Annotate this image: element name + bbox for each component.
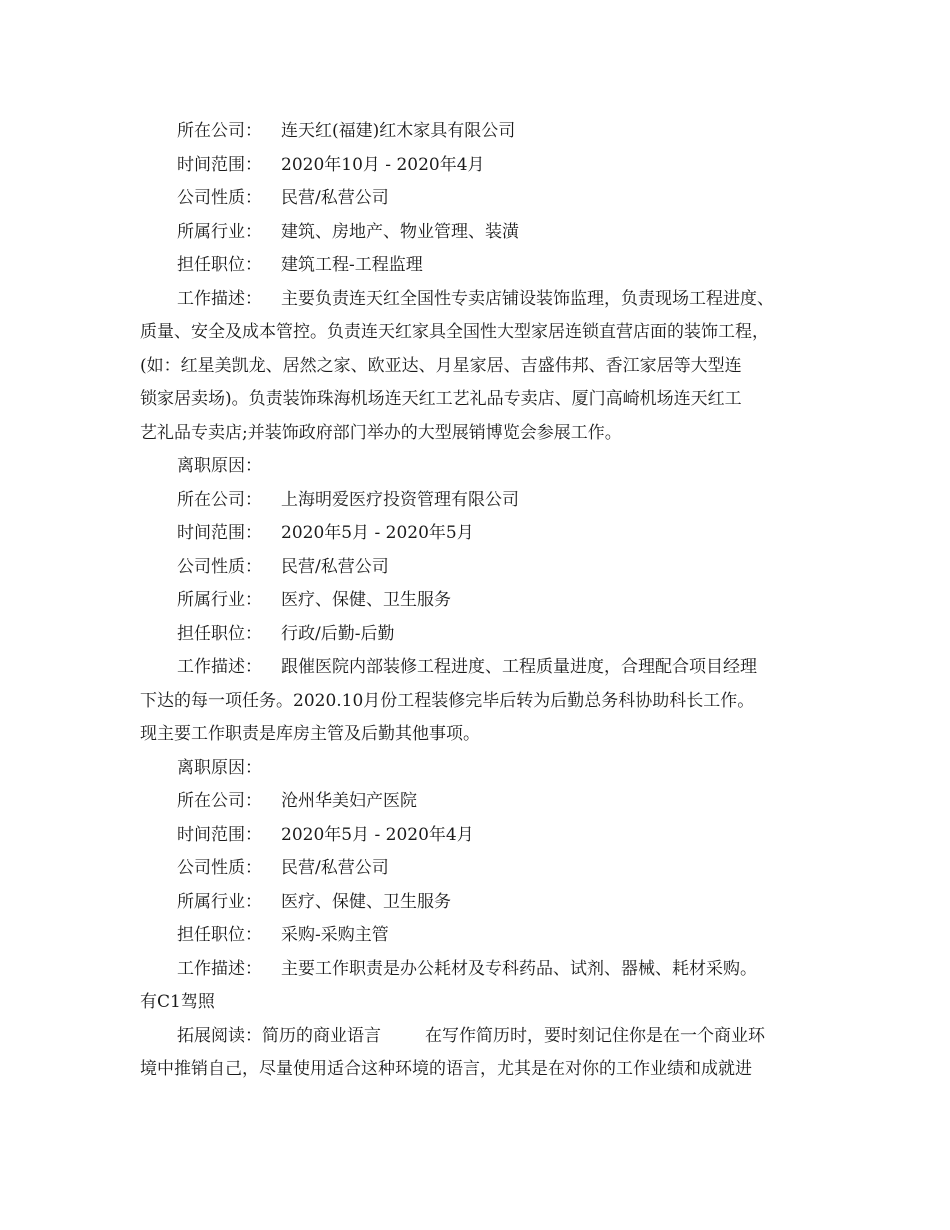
- extended-reading-line: 境中推销自己，尽量使用适合这种环境的语言，尤其是在对你的工作业绩和成就进: [140, 1059, 752, 1079]
- nature-row: [140, 182, 830, 216]
- field-label: 离职原因：: [177, 456, 262, 476]
- company-name: 连天红(福建)红木家具有限公司: [281, 121, 516, 141]
- company-nature: 民营/私营公司: [281, 556, 389, 577]
- industry: 医疗、保健、卫生服务: [281, 590, 451, 610]
- position-row: [140, 249, 830, 283]
- description-line: 下达的每一项任务。2020.10月份工程装修完毕后转为后勤总务科协助科长工作。: [140, 690, 755, 711]
- field-label: 公司性质：: [177, 188, 262, 208]
- description-row: [140, 953, 830, 987]
- time-period: 2020年5月 - 2020年4月: [281, 824, 474, 845]
- nature-row: [140, 852, 830, 886]
- description-line: 现主要工作职责是库房主管及后勤其他事项。: [140, 724, 480, 744]
- job-position: 采购-采购主管: [281, 925, 389, 945]
- field-label: 所属行业：: [177, 891, 262, 912]
- period-row: [140, 517, 830, 551]
- company-name: 上海明爱医疗投资管理有限公司: [281, 489, 519, 510]
- field-label: 工作描述：: [177, 288, 262, 309]
- description-row: [140, 283, 830, 317]
- description-line: (如：红星美凯龙、居然之家、欧亚达、月星家居、吉盛伟邦、香江家居等大型连: [140, 355, 742, 376]
- field-label: 离职原因：: [177, 757, 262, 778]
- leave-reason-row: [140, 752, 830, 786]
- company-row: [140, 484, 830, 518]
- description-row: [140, 651, 830, 685]
- field-label: 担任职位：: [177, 255, 262, 275]
- description-line: 主要工作职责是办公耗材及专科药品、试剂、器械、耗材采购。: [281, 958, 757, 979]
- extended-reading: [140, 1020, 830, 1087]
- job-position: 建筑工程-工程监理: [281, 255, 423, 275]
- field-label: 工作描述：: [177, 657, 262, 677]
- extended-reading-row: [140, 1020, 830, 1054]
- field-label: 时间范围：: [177, 523, 262, 543]
- company-nature: 民营/私营公司: [281, 188, 389, 208]
- extended-reading-line: 在写作简历时，要时刻记住你是在一个商业环: [425, 1025, 765, 1046]
- extended-reading-label: 拓展阅读：: [177, 1025, 262, 1046]
- field-label: 担任职位：: [177, 623, 262, 644]
- description-line: 锁家居卖场)。负责装饰珠海机场连天红工艺礼品专卖店、厦门高崎机场连天红工: [140, 389, 742, 409]
- company-row: [140, 115, 830, 149]
- industry-row: [140, 886, 830, 920]
- nature-row: [140, 551, 830, 585]
- time-period: 2020年10月 - 2020年4月: [281, 154, 485, 175]
- description-line: 质量、安全及成本管控。负责连天红家具全国性大型家居连锁直营店面的装饰工程，: [140, 322, 769, 342]
- field-label: 时间范围：: [177, 824, 262, 845]
- field-label: 工作描述：: [177, 958, 262, 979]
- job-entry: [140, 115, 830, 484]
- field-label: 所属行业：: [177, 221, 262, 242]
- company-nature: 民营/私营公司: [281, 858, 389, 878]
- field-label: 所在公司：: [177, 791, 262, 811]
- leave-reason-row: [140, 450, 830, 484]
- field-label: 公司性质：: [177, 858, 262, 878]
- company-name: 沧州华美妇产医院: [281, 791, 417, 811]
- job-entry: [140, 785, 830, 1020]
- industry: 医疗、保健、卫生服务: [281, 891, 451, 912]
- field-label: 所在公司：: [177, 121, 262, 141]
- industry-row: [140, 216, 830, 250]
- industry: 建筑、房地产、物业管理、装潢: [281, 221, 519, 242]
- field-label: 所属行业：: [177, 590, 262, 610]
- extended-reading-title: 简历的商业语言: [262, 1025, 381, 1046]
- description-line: 主要负责连天红全国性专卖店铺设装饰监理，负责现场工程进度、: [281, 288, 774, 309]
- description-line: 艺礼品专卖店;并装饰政府部门举办的大型展销博览会参展工作。: [140, 422, 622, 443]
- position-row: [140, 919, 830, 953]
- position-row: [140, 618, 830, 652]
- field-label: 时间范围：: [177, 154, 262, 175]
- field-label: 所在公司：: [177, 489, 262, 510]
- industry-row: [140, 584, 830, 618]
- description-line: 跟催医院内部装修工程进度、工程质量进度，合理配合项目经理: [281, 657, 757, 677]
- resume-content: [140, 115, 830, 1087]
- period-row: [140, 819, 830, 853]
- field-label: 公司性质：: [177, 556, 262, 577]
- job-entry: [140, 484, 830, 786]
- field-label: 担任职位：: [177, 925, 262, 945]
- period-row: [140, 149, 830, 183]
- time-period: 2020年5月 - 2020年5月: [281, 523, 474, 543]
- job-position: 行政/后勤-后勤: [281, 623, 395, 644]
- company-row: [140, 785, 830, 819]
- description-line: 有C1驾照: [140, 992, 215, 1012]
